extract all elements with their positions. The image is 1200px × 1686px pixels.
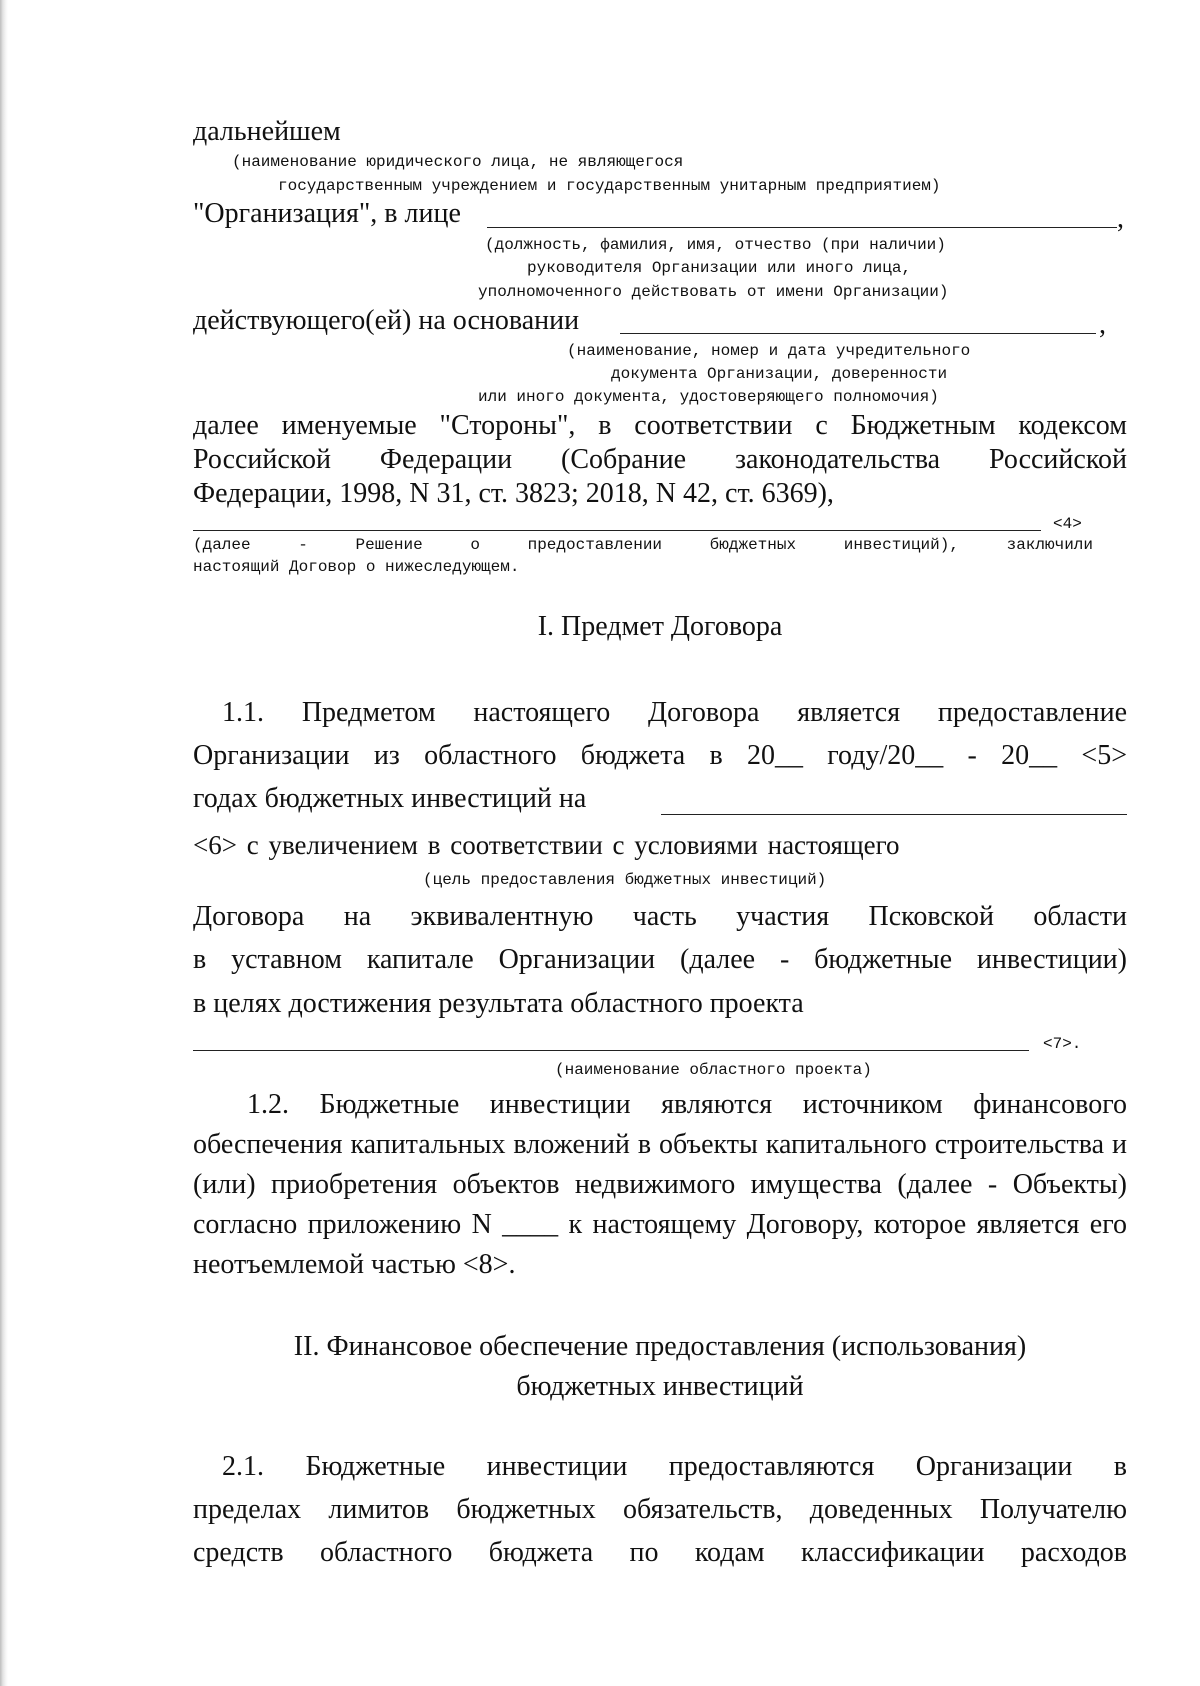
blank-line-decision (193, 530, 1041, 531)
p11-line-3: годах бюджетных инвестиций на (193, 783, 587, 814)
p12-line-2: обеспечения капитальных вложений в объекты капитального строительства и (193, 1129, 1127, 1160)
comma-1: , (1117, 203, 1124, 234)
p12-line-5: неотъемлемой частью <8>. (193, 1249, 516, 1280)
blank-line-representative (487, 227, 1117, 228)
scan-edge (0, 0, 8, 1686)
header-line-5: Российской Федерации (Собрание законодательства Российской (193, 444, 1127, 475)
p11-line-7: в целях достижения результата областного проекта (193, 988, 804, 1019)
footnote-4: <4> (1053, 515, 1082, 533)
blank-line-project (193, 1050, 1029, 1051)
header-line-4: далее именуемые "Стороны", в соответствии с Бюджетным кодексом (193, 410, 1127, 441)
note-representative-3: уполномоченного действовать от имени Организации) (478, 283, 949, 301)
p21-line-2: пределах лимитов бюджетных обязательств, доведенных Получателю (193, 1494, 1127, 1525)
header-line-2: "Организация", в лице (193, 198, 461, 229)
header-line-6: Федерации, 1998, N 31, ст. 3823; 2018, N 42, ст. 6369), (193, 478, 834, 509)
note-representative-2: руководителя Организации или иного лица, (527, 259, 912, 277)
blank-line-purpose (661, 814, 1127, 815)
note-basis-2: документа Организации, доверенности (611, 365, 948, 383)
comma-2: , (1099, 309, 1106, 340)
blank-line-basis (620, 333, 1096, 334)
p11-line-5: Договора на эквивалентную часть участия Псковской области (193, 901, 1127, 932)
p12-line-4: согласно приложению N ____ к настоящему Договору, которое является его (193, 1209, 1127, 1240)
p11-line-6: в уставном капитале Организации (далее - бюджетные инвестиции) (193, 944, 1127, 975)
p21-line-1: 2.1. Бюджетные инвестиции предоставляются Организации в (222, 1451, 1127, 1482)
p11-line-2: Организации из областного бюджета в 20__ году/20__ - 20__ <5> (193, 740, 1127, 771)
footnote-7: <7>. (1043, 1035, 1082, 1053)
note-legal-entity-1: (наименование юридического лица, не являющегося (232, 153, 684, 171)
p11-line-1: 1.1. Предметом настоящего Договора является предоставление (222, 697, 1127, 728)
note-basis-3: или иного документа, удостоверяющего полномочия) (478, 388, 939, 406)
section-1-title: I. Предмет Договора (537, 611, 783, 642)
header-line-3: действующего(ей) на основании (193, 305, 580, 336)
note-purpose: (цель предоставления бюджетных инвестиций) (423, 871, 827, 889)
section-2-title-line-2: бюджетных инвестиций (516, 1371, 804, 1402)
note-legal-entity-2: государственным учреждением и государственным унитарным предприятием) (278, 177, 941, 195)
header-line-1: дальнейшем (193, 116, 341, 147)
section-2-title-line-1: II. Финансовое обеспечение предоставления (использования) (293, 1331, 1027, 1362)
p11-line-4: <6> с увеличением в соответствии с условиями настоящего (193, 830, 900, 860)
p21-line-3: средств областного бюджета по кодам классификации расходов (193, 1537, 1127, 1568)
note-decision-1: (далее - Решение о предоставлении бюджетных инвестиций), заключили (193, 536, 1093, 554)
note-basis-1: (наименование, номер и дата учредительного (567, 342, 971, 360)
p12-line-3: (или) приобретения объектов недвижимого имущества (далее - Объекты) (193, 1169, 1127, 1200)
note-project: (наименование областного проекта) (555, 1061, 872, 1079)
note-representative-1: (должность, фамилия, имя, отчество (при наличии) (485, 236, 946, 254)
note-decision-2: настоящий Договор о нижеследующем. (193, 558, 520, 576)
p12-line-1: 1.2. Бюджетные инвестиции являются источником финансового (247, 1089, 1127, 1120)
